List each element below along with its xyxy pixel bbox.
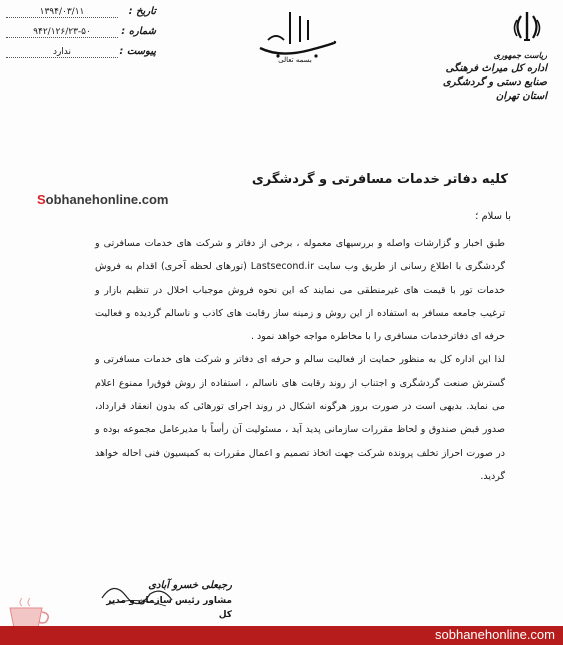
- meta-value: ۱۳۹۴/۰۳/۱۱: [6, 7, 118, 18]
- watermark-site-rest: obhanehonline.com: [45, 192, 169, 207]
- org-line: صنایع دستی و گردشگری: [442, 77, 547, 88]
- organization-block: [427, 48, 547, 104]
- letter-salutation: با سلام ؛: [475, 211, 511, 222]
- watermark-site: [37, 192, 168, 207]
- basmala-text: بسمه تعالی: [278, 56, 312, 64]
- org-line: استان تهران: [495, 91, 547, 102]
- org-line: ریاست جمهوری: [493, 50, 547, 60]
- signature-block: [92, 578, 232, 622]
- meta-label: پیوست :: [119, 46, 156, 57]
- footer-site-link[interactable]: sobhanehonline.com: [435, 627, 555, 642]
- letter-meta: [6, 6, 156, 66]
- meta-label: تاریخ :: [128, 6, 156, 17]
- org-line: اداره کل میراث فرهنگی: [445, 63, 547, 74]
- meta-label: شماره :: [121, 26, 156, 37]
- meta-value: ندارد: [6, 47, 118, 58]
- basmala-calligraphy: [250, 4, 340, 64]
- iran-emblem-icon: [512, 10, 542, 44]
- meta-row-attachment: [6, 46, 156, 66]
- letter-addressee: کلیه دفاتر خدمات مسافرتی و گردشگری: [251, 172, 508, 187]
- letter-paragraph: لذا این اداره کل به منظور حمایت از فعالیت سالم و حرفه ای دفاتر و شرکت های خدمات مسافرتی و گسترش صنعت گردشگری و اجتناب از روند رقابت های ناسالم ، استفاده از روش فوق‌را ممنوع اعلام می نماید. بدیهی است در صورت بروز هرگونه اشکال در روند اجرای تورهائی که بدون انعقاد قرارداد، صدور قبض صندوق و لحاظ مقررات سازمانی پدید آید ، مسئولیت آن رأساً با مدیرعامل مجموعه بوده و در صورت احراز تخلف پرونده شرکت جهت اتخاذ تصمیم و اعمال مقررات به کمیسیون فنی احاله خواهد گردید.: [95, 354, 505, 482]
- signatory-name: رجبعلی خسرو آبادی: [148, 580, 232, 591]
- meta-row-date: [6, 6, 156, 26]
- meta-value: ۹۴۲/۱۲۶/۲۳-۵۰: [6, 27, 118, 38]
- letter-body: [95, 232, 505, 488]
- meta-row-number: [6, 26, 156, 46]
- watermark-site-initial: S: [37, 192, 46, 207]
- letter-paragraph: طبق اخبار و گزارشات واصله و بررسیهای معموله ، برخی از دفاتر و شرکت های خدمات مسافرتی و گردشگری با اطلاع رسانی از طریق وب سایت Lastsecond.ir (تورهای لحظه آخری) اقدام به فروش خدمات تور با قیمت های غیرمنطقی می نمایند که این نحوه فروش موجباب اخلال در تنظیم بازار و ترغیب جامعه مسافر به استفاده از این روش و زمینه ساز رقابت های کاذب و ناسالم گردیده و فعالیت حرفه ای دفاترخدمات مسافری را با مخاطره مواجه خواهد نمود .: [95, 238, 505, 343]
- signatory-title: مشاور رئیس سازمان و مدیر کل: [106, 596, 232, 620]
